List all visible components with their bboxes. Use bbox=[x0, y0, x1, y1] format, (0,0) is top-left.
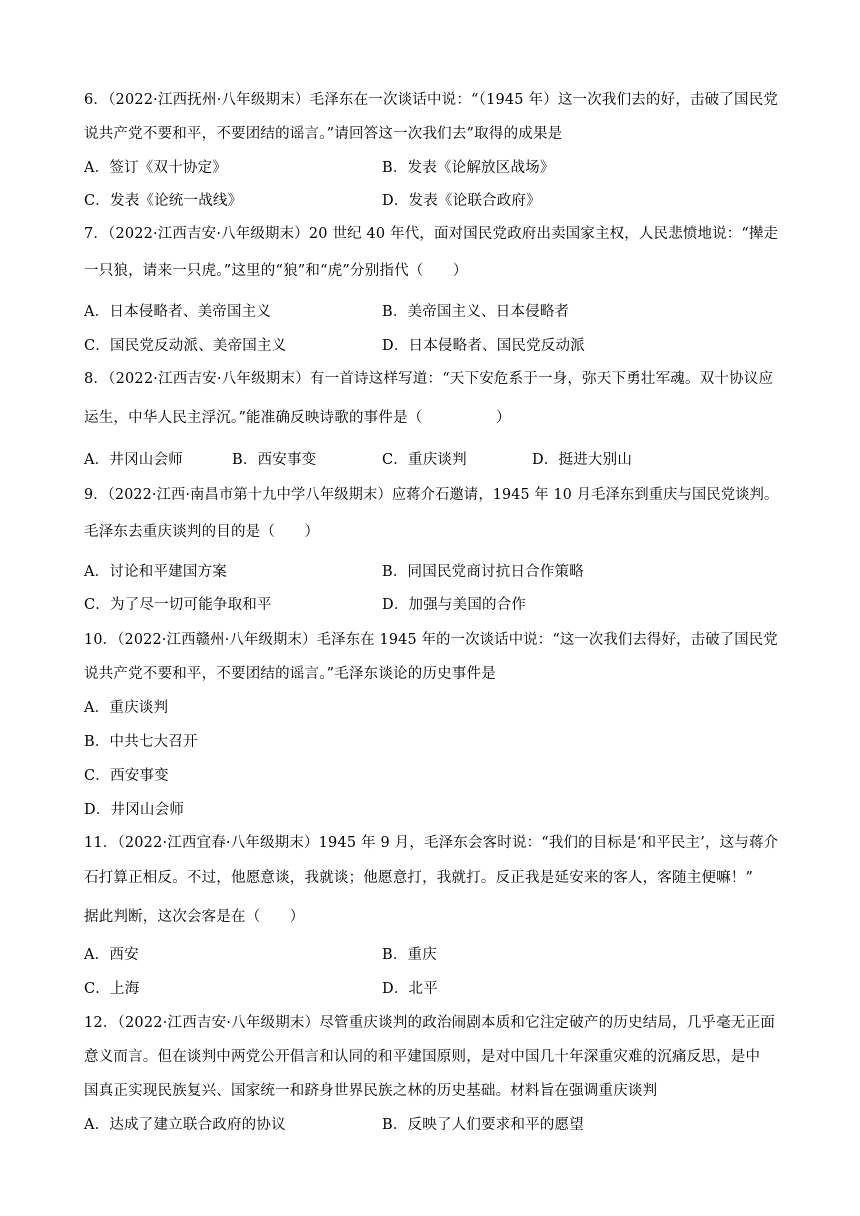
question-11-line-2: 石打算正相反。不过，他愿意谈，我就谈；他愿意打，我就打。反正我是延安来的客人，客随主便嘛！” bbox=[84, 870, 754, 886]
question-9-option-d[interactable]: D．加强与美国的合作 bbox=[382, 597, 527, 613]
question-9-line-2: 毛泽东去重庆谈判的目的是（ ） bbox=[84, 524, 320, 540]
question-8-option-d[interactable]: D．挺进大别山 bbox=[532, 452, 633, 468]
question-12-line-2: 意义而言。但在谈判中两党公开倡言和认同的和平建国原则，是对中国几十年深重灾难的沉痛反思，是中 bbox=[84, 1049, 761, 1065]
question-9-option-c[interactable]: C．为了尽一切可能争取和平 bbox=[84, 597, 272, 613]
question-8-option-b[interactable]: B．西安事变 bbox=[232, 452, 317, 468]
question-10-option-b[interactable]: B．中共七大召开 bbox=[84, 734, 198, 750]
question-11-line-3: 据此判断，这次会客是在（ ） bbox=[84, 909, 305, 925]
question-7-line-2: 一只狼，请来一只虎。”这里的“狼”和“虎”分别指代（ ） bbox=[84, 263, 468, 279]
question-7-option-a[interactable]: A．日本侵略者、美帝国主义 bbox=[84, 304, 272, 320]
question-10-line-2: 说共产党不要和平，不要团结的谣言。”毛泽东谈论的历史事件是 bbox=[84, 666, 496, 682]
question-8-option-a[interactable]: A．井冈山会师 bbox=[84, 452, 183, 468]
question-12-option-b[interactable]: B．反映了人们要求和平的愿望 bbox=[382, 1117, 584, 1133]
question-9-option-b[interactable]: B．同国民党商讨抗日合作策略 bbox=[382, 564, 584, 580]
question-6-line-2: 说共产党不要和平，不要团结的谣言。”请回答这一次我们去”取得的成果是 bbox=[84, 126, 563, 142]
question-10-option-d[interactable]: D．井冈山会师 bbox=[84, 802, 185, 818]
question-11-option-d[interactable]: D．北平 bbox=[382, 981, 438, 997]
question-7-option-b[interactable]: B．美帝国主义、日本侵略者 bbox=[382, 304, 570, 320]
question-10-option-a[interactable]: A．重庆谈判 bbox=[84, 700, 169, 716]
question-8-option-c[interactable]: C．重庆谈判 bbox=[382, 452, 467, 468]
question-6-option-b[interactable]: B．发表《论解放区战场》 bbox=[382, 160, 555, 176]
question-8-line-1: 8．（2022·江西吉安·八年级期末）有一首诗这样写道：“天下安危系于一身，弥天下勇壮军魂。双十协议应 bbox=[84, 371, 774, 387]
question-11-option-b[interactable]: B．重庆 bbox=[382, 947, 437, 963]
question-6-line-1: 6．（2022·江西抚州·八年级期末）毛泽东在一次谈话中说：“（1945 年）这一次我们去的好，击破了国民党 bbox=[84, 92, 779, 108]
question-10-line-1: 10．（2022·江西赣州·八年级期末）毛泽东在 1945 年的一次谈话中说：“这一次我们去得好，击破了国民党 bbox=[84, 632, 778, 648]
question-12-option-a[interactable]: A．达成了建立联合政府的协议 bbox=[84, 1117, 286, 1133]
question-11-option-c[interactable]: C．上海 bbox=[84, 981, 140, 997]
question-9-option-a[interactable]: A．讨论和平建国方案 bbox=[84, 564, 227, 580]
question-6-option-a[interactable]: A．签订《双十协定》 bbox=[84, 160, 227, 176]
question-7-option-c[interactable]: C．国民党反动派、美帝国主义 bbox=[84, 338, 287, 354]
question-10-option-c[interactable]: C．西安事变 bbox=[84, 768, 169, 784]
question-12-line-1: 12．（2022·江西吉安·八年级期末）尽管重庆谈判的政治闹剧本质和它注定破产的历史结局，几乎毫无正面 bbox=[84, 1015, 776, 1031]
question-6-option-d[interactable]: D．发表《论联合政府》 bbox=[382, 193, 541, 209]
question-8-line-2: 运生，中华人民主浮沉。”能准确反映诗歌的事件是（ ） bbox=[84, 410, 511, 426]
question-11-line-1: 11．（2022·江西宜春·八年级期末）1945 年 9 月，毛泽东会客时说：“我们的目标是‘和平民主’，这与蒋介 bbox=[84, 835, 779, 851]
question-7-option-d[interactable]: D．日本侵略者、国民党反动派 bbox=[382, 338, 585, 354]
question-11-option-a[interactable]: A．西安 bbox=[84, 947, 139, 963]
question-9-line-1: 9．（2022·江西·南昌市第十九中学八年级期末）应蒋介石邀请，1945 年 10 月毛泽东到重庆与国民党谈判。 bbox=[84, 487, 779, 503]
question-6-option-c[interactable]: C．发表《论统一战线》 bbox=[84, 193, 243, 209]
question-7-line-1: 7．（2022·江西吉安·八年级期末）20 世纪 40 年代，面对国民党政府出卖国家主权，人民悲愤地说：“撵走 bbox=[84, 226, 779, 242]
question-12-line-3: 国真正实现民族复兴、国家统一和跻身世界民族之林的历史基础。材料旨在强调重庆谈判 bbox=[84, 1083, 658, 1099]
